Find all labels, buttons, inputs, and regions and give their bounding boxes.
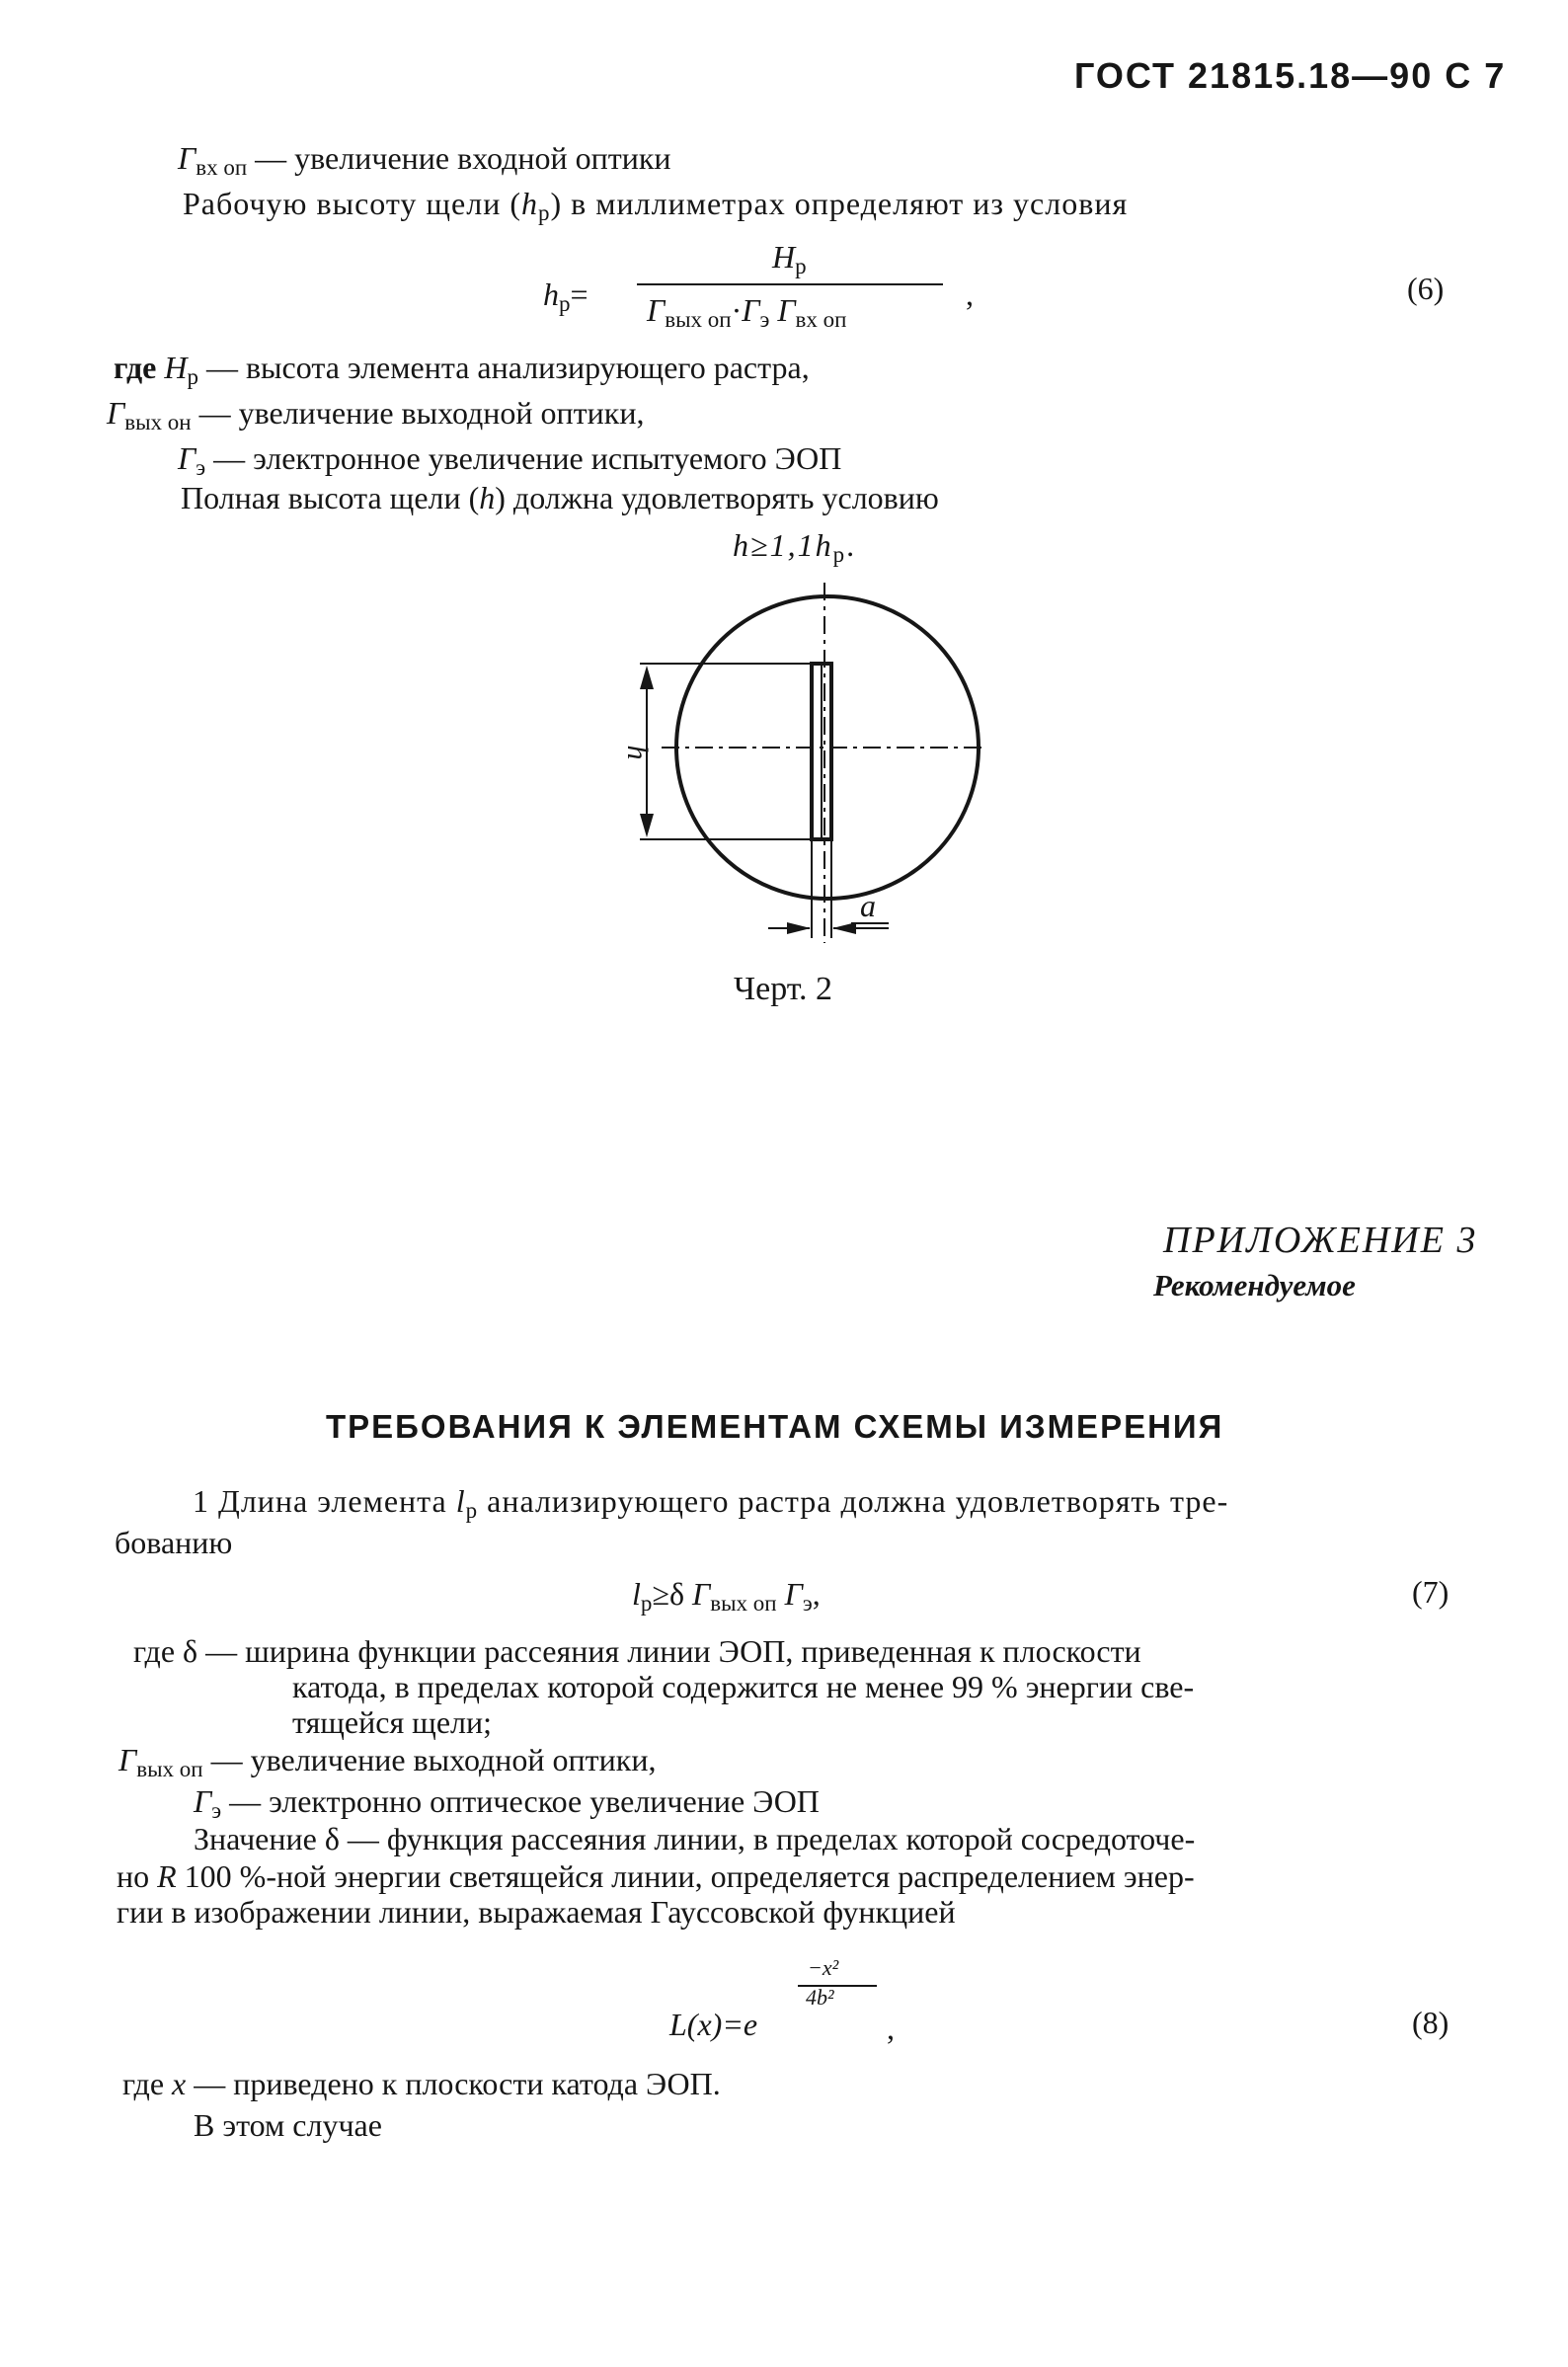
subscript: вых оп <box>710 1591 777 1616</box>
def-x <box>122 2064 721 2103</box>
symbol: Г <box>178 440 196 476</box>
sentence-end: ) в миллиметрах определяют из условия <box>550 186 1129 221</box>
definition-text: — электронно оптическое увеличение ЭОП <box>229 1783 820 1819</box>
symbol: x <box>172 2066 187 2101</box>
symbol: Г <box>194 1783 212 1819</box>
subscript: э <box>211 1798 222 1823</box>
label-h: h <box>621 745 654 760</box>
subscript: р <box>832 542 847 567</box>
eq8-number: (8) <box>1412 2005 1450 2040</box>
subscript: вх оп <box>196 155 248 180</box>
eq6-comma: , <box>966 276 974 312</box>
annex-subtitle: Рекомендуемое <box>1153 1268 1356 1302</box>
section-title: ТРЕБОВАНИЯ К ЭЛЕМЕНТАМ СХЕМЫ ИЗМЕРЕНИЯ <box>326 1408 1224 1445</box>
symbol: Г <box>118 1742 137 1777</box>
dot: · <box>731 292 743 328</box>
eq8-lhs: L(x)=e <box>669 2007 758 2042</box>
figure-caption: Черт. 2 <box>734 971 833 1007</box>
definition-text: — высота элемента анализирующего растра, <box>205 350 810 385</box>
subscript: э <box>196 455 206 480</box>
symbol: Г <box>784 1576 803 1612</box>
eq8-exp-numerator: −x² <box>808 1955 839 1980</box>
eq8-comma: , <box>887 2011 895 2046</box>
eq7 <box>632 1574 821 1623</box>
arrow-down-icon <box>640 814 654 837</box>
definition-text: — увеличение входной оптики <box>255 140 671 176</box>
symbol: δ <box>183 1633 198 1669</box>
in-this-case: В этом случае <box>194 2107 382 2143</box>
symbol: h <box>543 276 559 312</box>
dot: . <box>846 527 857 563</box>
where-label: где <box>122 2066 165 2101</box>
def-delta-line3: тящейся щели; <box>292 1704 492 1740</box>
symbol: R <box>157 1858 177 1894</box>
subscript: э <box>759 307 770 332</box>
sentence-end: ) должна удовлетворять условию <box>495 480 939 515</box>
equals: = <box>570 276 588 312</box>
label-a: a <box>860 888 876 923</box>
definition-text: — увеличение выходной оптики, <box>210 1742 657 1777</box>
where-label: где <box>133 1633 176 1669</box>
where-label: где <box>114 350 157 385</box>
subscript: р <box>465 1498 479 1523</box>
requirement-1-cont: бованию <box>115 1525 233 1560</box>
symbol: h <box>521 186 538 221</box>
delta-value-line2 <box>117 1856 1195 1896</box>
symbol: H <box>772 239 796 275</box>
symbol: Г <box>107 395 125 431</box>
subscript: р <box>795 254 807 278</box>
sentence-start: Полная высота щели ( <box>181 480 480 515</box>
definition-text: — увеличение выходной оптики, <box>198 395 645 431</box>
symbol: Г <box>777 292 796 328</box>
arrow-right-icon <box>787 922 811 934</box>
symbol: h <box>479 480 496 515</box>
text: но <box>117 1858 150 1894</box>
comma: , <box>812 1576 821 1612</box>
arrow-up-icon <box>640 666 654 689</box>
sentence-start: Рабочую высоту щели ( <box>183 186 521 221</box>
relation: ≥δ <box>652 1576 685 1612</box>
symbol: Г <box>692 1576 711 1612</box>
text: 100 %-ной энергии светящейся линии, определяется распределением энер- <box>184 1858 1195 1894</box>
subscript: р <box>640 1591 653 1616</box>
subscript: вых оп <box>665 307 732 332</box>
subscript: вых он <box>124 410 192 434</box>
symbol: H <box>164 350 188 385</box>
eq6-number: (6) <box>1407 271 1445 306</box>
subscript: э <box>802 1591 813 1616</box>
definition-text: — ширина функции рассеяния линии ЭОП, приведенная к плоскости <box>205 1633 1141 1669</box>
def-delta-line2: катода, в пределах которой содержится не менее 99 % энергии све- <box>292 1669 1195 1704</box>
expression: h≥1,1h <box>733 527 833 563</box>
definition-text: — электронное увеличение испытуемого ЭОП <box>213 440 842 476</box>
definition-text: — приведено к плоскости катода ЭОП. <box>194 2066 721 2101</box>
subscript: р <box>538 200 551 225</box>
symbol: l <box>632 1576 641 1612</box>
symbol: Г <box>742 292 760 328</box>
eq7-number: (7) <box>1412 1574 1450 1610</box>
text: анализирующего растра должна удовлетворять тре- <box>487 1483 1229 1519</box>
symbol: Г <box>178 140 196 176</box>
annex-title: ПРИЛОЖЕНИЕ 3 <box>1163 1220 1478 1261</box>
def-delta <box>133 1631 1141 1671</box>
delta-value-line3: гии в изображении линии, выражаемая Гауссовской функцией <box>117 1894 956 1930</box>
subscript: р <box>187 364 198 389</box>
text: 1 Длина элемента <box>193 1483 447 1519</box>
symbol: Г <box>647 292 666 328</box>
symbol: l <box>455 1483 466 1519</box>
subscript: вх оп <box>795 307 847 332</box>
delta-value-line1: Значение δ — функция рассеяния линии, в пределах которой сосредоточе- <box>194 1821 1196 1856</box>
subscript: вых оп <box>136 1757 203 1781</box>
page-header: ГОСТ 21815.18—90 С 7 <box>1074 55 1507 96</box>
requirement-1 <box>193 1481 1228 1531</box>
eq8-exp-denominator: 4b² <box>806 1985 834 2010</box>
subscript: р <box>559 291 571 316</box>
